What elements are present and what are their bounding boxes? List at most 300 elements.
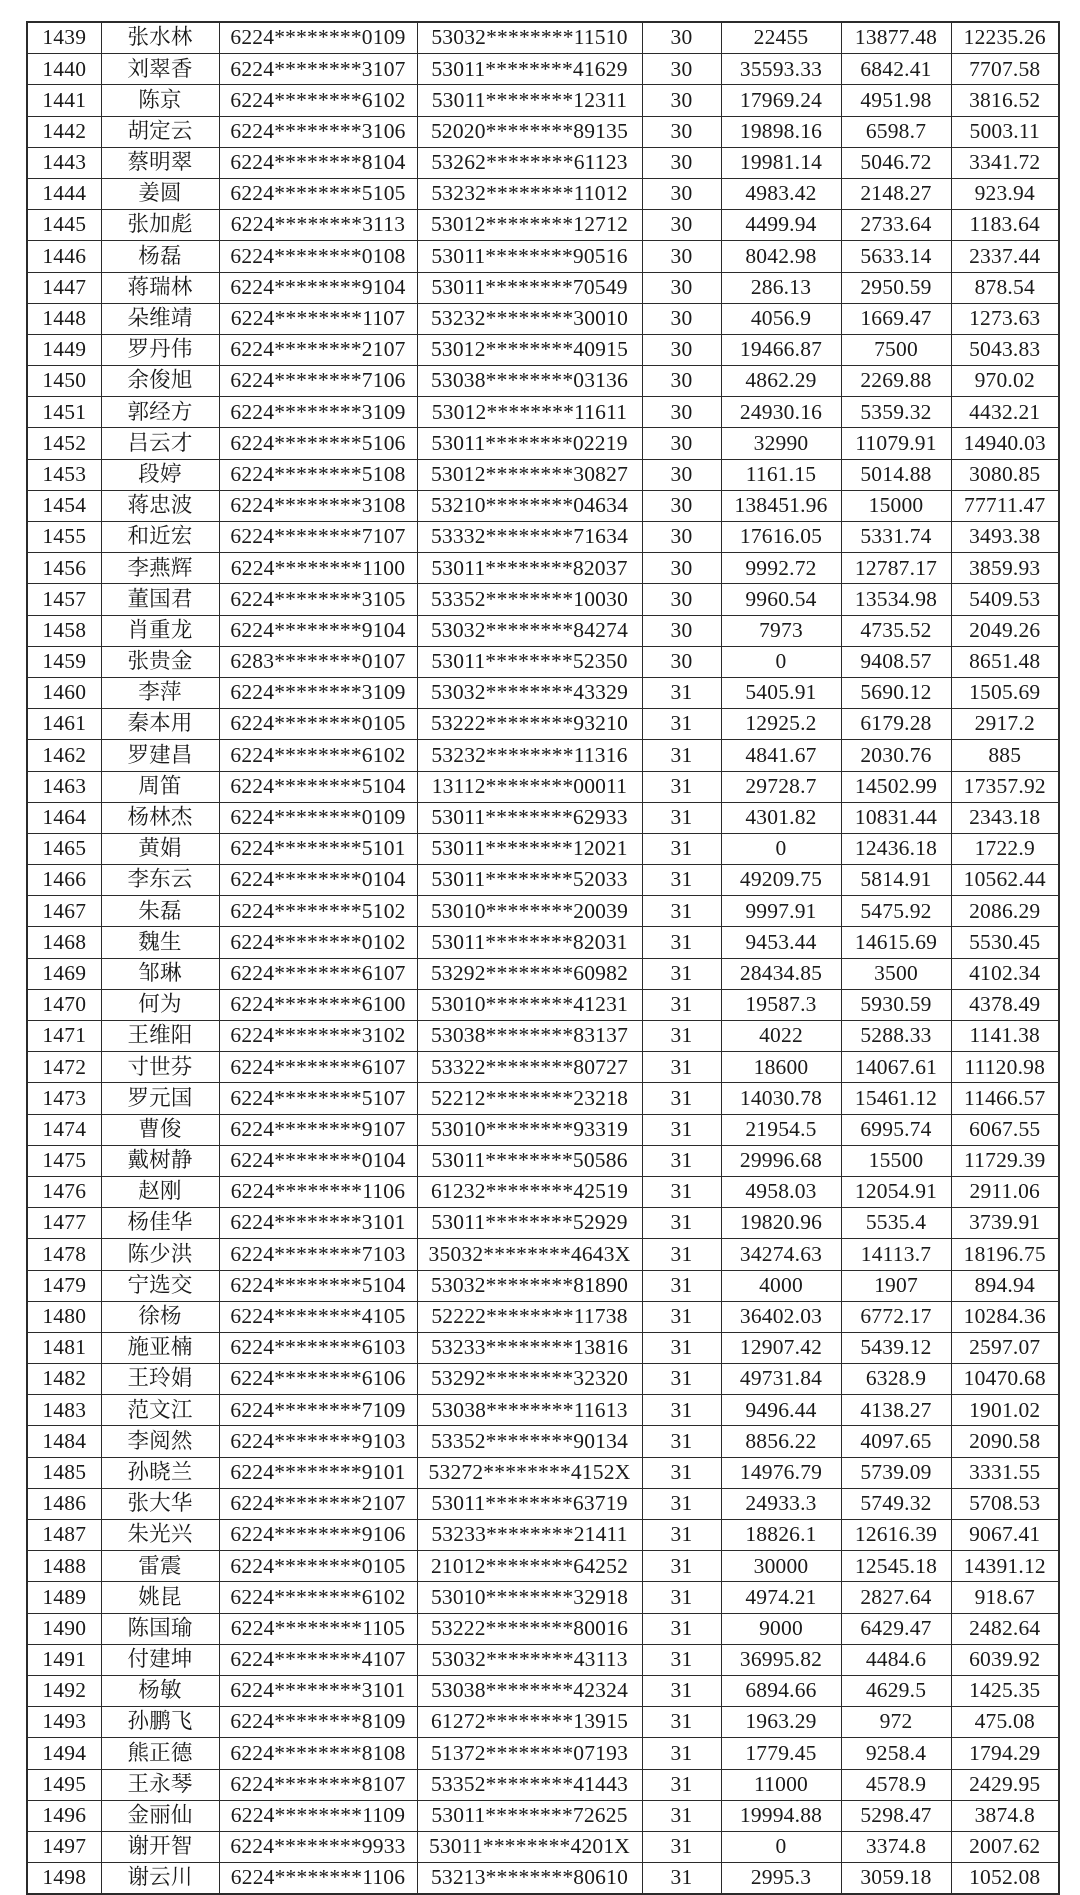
sequence-number: 1479 bbox=[27, 1270, 101, 1301]
amount-2: 5439.12 bbox=[841, 1332, 951, 1363]
sequence-number: 1478 bbox=[27, 1239, 101, 1270]
sequence-number: 1472 bbox=[27, 1052, 101, 1083]
batch-number: 31 bbox=[642, 1145, 721, 1176]
batch-number: 31 bbox=[642, 1364, 721, 1395]
amount-1: 49209.75 bbox=[721, 865, 841, 896]
amount-2: 5475.92 bbox=[841, 896, 951, 927]
amount-1: 36402.03 bbox=[721, 1301, 841, 1332]
person-name: 朱光兴 bbox=[101, 1520, 219, 1551]
amount-3: 8651.48 bbox=[951, 646, 1059, 677]
batch-number: 31 bbox=[642, 1831, 721, 1862]
id-card-number: 51372********07193 bbox=[417, 1738, 642, 1769]
sequence-number: 1497 bbox=[27, 1831, 101, 1862]
amount-3: 10470.68 bbox=[951, 1364, 1059, 1395]
bank-card-number: 6224********3107 bbox=[219, 54, 417, 85]
id-card-number: 53011********82031 bbox=[417, 927, 642, 958]
bank-card-number: 6224********8109 bbox=[219, 1707, 417, 1738]
bank-card-number: 6224********5108 bbox=[219, 459, 417, 490]
table-row bbox=[27, 241, 1059, 272]
amount-3: 970.02 bbox=[951, 366, 1059, 397]
person-name: 杨敏 bbox=[101, 1675, 219, 1706]
bank-card-number: 6224********0102 bbox=[219, 927, 417, 958]
bank-card-number: 6224********0108 bbox=[219, 241, 417, 272]
amount-3: 17357.92 bbox=[951, 771, 1059, 802]
id-card-number: 53011********41629 bbox=[417, 54, 642, 85]
bank-card-number: 6224********0109 bbox=[219, 22, 417, 54]
person-name: 罗元国 bbox=[101, 1083, 219, 1114]
table-row bbox=[27, 1457, 1059, 1488]
amount-1: 12925.2 bbox=[721, 709, 841, 740]
amount-3: 923.94 bbox=[951, 178, 1059, 209]
sequence-number: 1456 bbox=[27, 553, 101, 584]
amount-3: 1052.08 bbox=[951, 1863, 1059, 1895]
batch-number: 31 bbox=[642, 1738, 721, 1769]
amount-1: 29728.7 bbox=[721, 771, 841, 802]
batch-number: 30 bbox=[642, 303, 721, 334]
bank-card-number: 6224********9104 bbox=[219, 615, 417, 646]
person-name: 何为 bbox=[101, 989, 219, 1020]
amount-1: 4983.42 bbox=[721, 178, 841, 209]
id-card-number: 53352********90134 bbox=[417, 1426, 642, 1457]
amount-2: 5535.4 bbox=[841, 1208, 951, 1239]
table-row bbox=[27, 677, 1059, 708]
bank-card-number: 6224********1106 bbox=[219, 1863, 417, 1895]
id-card-number: 53010********20039 bbox=[417, 896, 642, 927]
batch-number: 30 bbox=[642, 584, 721, 615]
amount-1: 0 bbox=[721, 646, 841, 677]
person-name: 朵维靖 bbox=[101, 303, 219, 334]
amount-1: 19820.96 bbox=[721, 1208, 841, 1239]
table-row bbox=[27, 1831, 1059, 1862]
bank-card-number: 6224********3109 bbox=[219, 397, 417, 428]
payment-records-table bbox=[26, 21, 1060, 1895]
bank-card-number: 6283********0107 bbox=[219, 646, 417, 677]
sequence-number: 1487 bbox=[27, 1520, 101, 1551]
bank-card-number: 6224********8108 bbox=[219, 1738, 417, 1769]
amount-3: 10562.44 bbox=[951, 865, 1059, 896]
amount-1: 9992.72 bbox=[721, 553, 841, 584]
id-card-number: 53010********32918 bbox=[417, 1582, 642, 1613]
sequence-number: 1462 bbox=[27, 740, 101, 771]
table-row bbox=[27, 1239, 1059, 1270]
person-name: 杨佳华 bbox=[101, 1208, 219, 1239]
bank-card-number: 6224********5102 bbox=[219, 896, 417, 927]
bank-card-number: 6224********1107 bbox=[219, 303, 417, 334]
amount-3: 3080.85 bbox=[951, 459, 1059, 490]
sequence-number: 1460 bbox=[27, 677, 101, 708]
batch-number: 31 bbox=[642, 1644, 721, 1675]
table-row bbox=[27, 397, 1059, 428]
bank-card-number: 6224********6102 bbox=[219, 85, 417, 116]
person-name: 王永琴 bbox=[101, 1769, 219, 1800]
batch-number: 31 bbox=[642, 989, 721, 1020]
batch-number: 30 bbox=[642, 334, 721, 365]
sequence-number: 1494 bbox=[27, 1738, 101, 1769]
sequence-number: 1468 bbox=[27, 927, 101, 958]
amount-2: 3374.8 bbox=[841, 1831, 951, 1862]
sequence-number: 1490 bbox=[27, 1613, 101, 1644]
amount-2: 5814.91 bbox=[841, 865, 951, 896]
id-card-number: 35032********4643X bbox=[417, 1239, 642, 1270]
person-name: 李东云 bbox=[101, 865, 219, 896]
bank-card-number: 6224********7107 bbox=[219, 522, 417, 553]
amount-1: 6894.66 bbox=[721, 1675, 841, 1706]
person-name: 段婷 bbox=[101, 459, 219, 490]
table-row bbox=[27, 1208, 1059, 1239]
batch-number: 31 bbox=[642, 677, 721, 708]
amount-2: 4735.52 bbox=[841, 615, 951, 646]
table-row bbox=[27, 1488, 1059, 1519]
person-name: 熊正德 bbox=[101, 1738, 219, 1769]
sequence-number: 1443 bbox=[27, 147, 101, 178]
id-card-number: 53011********62933 bbox=[417, 802, 642, 833]
person-name: 付建坤 bbox=[101, 1644, 219, 1675]
bank-card-number: 6224********3108 bbox=[219, 490, 417, 521]
amount-3: 3739.91 bbox=[951, 1208, 1059, 1239]
amount-1: 7973 bbox=[721, 615, 841, 646]
bank-card-number: 6224********3106 bbox=[219, 116, 417, 147]
amount-1: 35593.33 bbox=[721, 54, 841, 85]
amount-1: 19994.88 bbox=[721, 1800, 841, 1831]
id-card-number: 53011********4201X bbox=[417, 1831, 642, 1862]
amount-1: 8042.98 bbox=[721, 241, 841, 272]
table-row bbox=[27, 116, 1059, 147]
id-card-number: 53232********11012 bbox=[417, 178, 642, 209]
table-row bbox=[27, 833, 1059, 864]
person-name: 肖重龙 bbox=[101, 615, 219, 646]
batch-number: 31 bbox=[642, 1083, 721, 1114]
id-card-number: 53032********11510 bbox=[417, 22, 642, 54]
batch-number: 31 bbox=[642, 1707, 721, 1738]
amount-2: 14615.69 bbox=[841, 927, 951, 958]
sequence-number: 1464 bbox=[27, 802, 101, 833]
table-row bbox=[27, 1052, 1059, 1083]
bank-card-number: 6224********3109 bbox=[219, 677, 417, 708]
bank-card-number: 6224********6106 bbox=[219, 1364, 417, 1395]
person-name: 施亚楠 bbox=[101, 1332, 219, 1363]
table-row bbox=[27, 1332, 1059, 1363]
person-name: 张加彪 bbox=[101, 210, 219, 241]
batch-number: 31 bbox=[642, 802, 721, 833]
amount-3: 2911.06 bbox=[951, 1176, 1059, 1207]
batch-number: 31 bbox=[642, 896, 721, 927]
amount-2: 5298.47 bbox=[841, 1800, 951, 1831]
table-row bbox=[27, 646, 1059, 677]
person-name: 宁选交 bbox=[101, 1270, 219, 1301]
amount-1: 28434.85 bbox=[721, 958, 841, 989]
sequence-number: 1452 bbox=[27, 428, 101, 459]
id-card-number: 53038********03136 bbox=[417, 366, 642, 397]
batch-number: 30 bbox=[642, 147, 721, 178]
amount-1: 21954.5 bbox=[721, 1114, 841, 1145]
amount-2: 972 bbox=[841, 1707, 951, 1738]
amount-1: 0 bbox=[721, 1831, 841, 1862]
table-row bbox=[27, 303, 1059, 334]
bank-card-number: 6224********3101 bbox=[219, 1208, 417, 1239]
amount-2: 2950.59 bbox=[841, 272, 951, 303]
amount-2: 15500 bbox=[841, 1145, 951, 1176]
amount-3: 6039.92 bbox=[951, 1644, 1059, 1675]
amount-1: 138451.96 bbox=[721, 490, 841, 521]
table-row bbox=[27, 1551, 1059, 1582]
table-row bbox=[27, 1301, 1059, 1332]
batch-number: 31 bbox=[642, 740, 721, 771]
bank-card-number: 6224********6107 bbox=[219, 958, 417, 989]
sequence-number: 1446 bbox=[27, 241, 101, 272]
batch-number: 31 bbox=[642, 1488, 721, 1519]
id-card-number: 53010********41231 bbox=[417, 989, 642, 1020]
person-name: 罗丹伟 bbox=[101, 334, 219, 365]
sequence-number: 1477 bbox=[27, 1208, 101, 1239]
person-name: 和近宏 bbox=[101, 522, 219, 553]
table-row bbox=[27, 54, 1059, 85]
amount-3: 5043.83 bbox=[951, 334, 1059, 365]
amount-1: 9000 bbox=[721, 1613, 841, 1644]
amount-2: 12616.39 bbox=[841, 1520, 951, 1551]
sequence-number: 1447 bbox=[27, 272, 101, 303]
amount-3: 11466.57 bbox=[951, 1083, 1059, 1114]
bank-card-number: 6224********5104 bbox=[219, 771, 417, 802]
id-card-number: 53213********80610 bbox=[417, 1863, 642, 1895]
amount-1: 4958.03 bbox=[721, 1176, 841, 1207]
person-name: 杨磊 bbox=[101, 241, 219, 272]
id-card-number: 53232********30010 bbox=[417, 303, 642, 334]
bank-card-number: 6224********0105 bbox=[219, 1551, 417, 1582]
bank-card-number: 6224********9103 bbox=[219, 1426, 417, 1457]
sequence-number: 1444 bbox=[27, 178, 101, 209]
batch-number: 30 bbox=[642, 210, 721, 241]
id-card-number: 53012********11611 bbox=[417, 397, 642, 428]
table-row bbox=[27, 1114, 1059, 1145]
batch-number: 31 bbox=[642, 1270, 721, 1301]
batch-number: 30 bbox=[642, 646, 721, 677]
bank-card-number: 6224********6100 bbox=[219, 989, 417, 1020]
person-name: 胡定云 bbox=[101, 116, 219, 147]
batch-number: 31 bbox=[642, 1332, 721, 1363]
person-name: 张贵金 bbox=[101, 646, 219, 677]
table-row bbox=[27, 1582, 1059, 1613]
amount-2: 13877.48 bbox=[841, 22, 951, 54]
bank-card-number: 6224********5104 bbox=[219, 1270, 417, 1301]
sequence-number: 1449 bbox=[27, 334, 101, 365]
id-card-number: 53232********11316 bbox=[417, 740, 642, 771]
table-row bbox=[27, 1364, 1059, 1395]
id-card-number: 53011********63719 bbox=[417, 1488, 642, 1519]
amount-1: 11000 bbox=[721, 1769, 841, 1800]
amount-1: 4000 bbox=[721, 1270, 841, 1301]
bank-card-number: 6224********2107 bbox=[219, 334, 417, 365]
batch-number: 30 bbox=[642, 615, 721, 646]
amount-3: 3493.38 bbox=[951, 522, 1059, 553]
sequence-number: 1453 bbox=[27, 459, 101, 490]
amount-2: 12436.18 bbox=[841, 833, 951, 864]
batch-number: 31 bbox=[642, 1520, 721, 1551]
table-row bbox=[27, 1644, 1059, 1675]
batch-number: 31 bbox=[642, 1613, 721, 1644]
sequence-number: 1495 bbox=[27, 1769, 101, 1800]
amount-3: 6067.55 bbox=[951, 1114, 1059, 1145]
person-name: 余俊旭 bbox=[101, 366, 219, 397]
amount-2: 2827.64 bbox=[841, 1582, 951, 1613]
batch-number: 31 bbox=[642, 1551, 721, 1582]
amount-3: 5003.11 bbox=[951, 116, 1059, 147]
person-name: 陈少洪 bbox=[101, 1239, 219, 1270]
person-name: 孙鹏飞 bbox=[101, 1707, 219, 1738]
bank-card-number: 6224********1105 bbox=[219, 1613, 417, 1644]
person-name: 杨林杰 bbox=[101, 802, 219, 833]
amount-3: 10284.36 bbox=[951, 1301, 1059, 1332]
sequence-number: 1496 bbox=[27, 1800, 101, 1831]
batch-number: 30 bbox=[642, 116, 721, 147]
id-card-number: 53272********4152X bbox=[417, 1457, 642, 1488]
amount-2: 3500 bbox=[841, 958, 951, 989]
batch-number: 30 bbox=[642, 397, 721, 428]
amount-1: 36995.82 bbox=[721, 1644, 841, 1675]
batch-number: 30 bbox=[642, 272, 721, 303]
amount-3: 2482.64 bbox=[951, 1613, 1059, 1644]
amount-1: 4974.21 bbox=[721, 1582, 841, 1613]
amount-2: 3059.18 bbox=[841, 1863, 951, 1895]
person-name: 蒋瑞林 bbox=[101, 272, 219, 303]
table-row bbox=[27, 1738, 1059, 1769]
batch-number: 31 bbox=[642, 1052, 721, 1083]
id-card-number: 53012********12712 bbox=[417, 210, 642, 241]
id-card-number: 53292********32320 bbox=[417, 1364, 642, 1395]
sequence-number: 1475 bbox=[27, 1145, 101, 1176]
id-card-number: 53012********40915 bbox=[417, 334, 642, 365]
sequence-number: 1445 bbox=[27, 210, 101, 241]
person-name: 魏生 bbox=[101, 927, 219, 958]
amount-3: 3816.52 bbox=[951, 85, 1059, 116]
sequence-number: 1454 bbox=[27, 490, 101, 521]
batch-number: 31 bbox=[642, 958, 721, 989]
amount-1: 5405.91 bbox=[721, 677, 841, 708]
amount-1: 14976.79 bbox=[721, 1457, 841, 1488]
amount-3: 3859.93 bbox=[951, 553, 1059, 584]
bank-card-number: 6224********1100 bbox=[219, 553, 417, 584]
batch-number: 31 bbox=[642, 1395, 721, 1426]
sequence-number: 1480 bbox=[27, 1301, 101, 1332]
amount-2: 12787.17 bbox=[841, 553, 951, 584]
amount-1: 19898.16 bbox=[721, 116, 841, 147]
id-card-number: 52212********23218 bbox=[417, 1083, 642, 1114]
person-name: 戴树静 bbox=[101, 1145, 219, 1176]
person-name: 陈京 bbox=[101, 85, 219, 116]
amount-1: 286.13 bbox=[721, 272, 841, 303]
person-name: 张大华 bbox=[101, 1488, 219, 1519]
amount-3: 878.54 bbox=[951, 272, 1059, 303]
amount-2: 10831.44 bbox=[841, 802, 951, 833]
amount-3: 894.94 bbox=[951, 1270, 1059, 1301]
amount-1: 19466.87 bbox=[721, 334, 841, 365]
amount-3: 1794.29 bbox=[951, 1738, 1059, 1769]
person-name: 寸世芬 bbox=[101, 1052, 219, 1083]
batch-number: 31 bbox=[642, 1301, 721, 1332]
table-row bbox=[27, 366, 1059, 397]
table-row bbox=[27, 771, 1059, 802]
amount-1: 9496.44 bbox=[721, 1395, 841, 1426]
person-name: 张水林 bbox=[101, 22, 219, 54]
id-card-number: 53262********61123 bbox=[417, 147, 642, 178]
amount-3: 7707.58 bbox=[951, 54, 1059, 85]
amount-3: 77711.47 bbox=[951, 490, 1059, 521]
amount-2: 4578.9 bbox=[841, 1769, 951, 1800]
amount-3: 2007.62 bbox=[951, 1831, 1059, 1862]
id-card-number: 52222********11738 bbox=[417, 1301, 642, 1332]
table-body bbox=[27, 22, 1059, 1894]
sequence-number: 1459 bbox=[27, 646, 101, 677]
amount-2: 5014.88 bbox=[841, 459, 951, 490]
bank-card-number: 6224********3105 bbox=[219, 584, 417, 615]
table-row bbox=[27, 85, 1059, 116]
amount-3: 9067.41 bbox=[951, 1520, 1059, 1551]
id-card-number: 53011********50586 bbox=[417, 1145, 642, 1176]
amount-2: 5288.33 bbox=[841, 1021, 951, 1052]
sequence-number: 1470 bbox=[27, 989, 101, 1020]
amount-2: 2733.64 bbox=[841, 210, 951, 241]
sequence-number: 1463 bbox=[27, 771, 101, 802]
id-card-number: 53038********42324 bbox=[417, 1675, 642, 1706]
id-card-number: 53233********13816 bbox=[417, 1332, 642, 1363]
amount-3: 2343.18 bbox=[951, 802, 1059, 833]
sequence-number: 1442 bbox=[27, 116, 101, 147]
table-row bbox=[27, 1800, 1059, 1831]
id-card-number: 53222********93210 bbox=[417, 709, 642, 740]
sequence-number: 1451 bbox=[27, 397, 101, 428]
amount-2: 9408.57 bbox=[841, 646, 951, 677]
amount-2: 5331.74 bbox=[841, 522, 951, 553]
person-name: 徐杨 bbox=[101, 1301, 219, 1332]
table-row bbox=[27, 1270, 1059, 1301]
amount-1: 0 bbox=[721, 833, 841, 864]
amount-1: 19587.3 bbox=[721, 989, 841, 1020]
table-row bbox=[27, 1426, 1059, 1457]
amount-1: 1161.15 bbox=[721, 459, 841, 490]
amount-3: 2597.07 bbox=[951, 1332, 1059, 1363]
sequence-number: 1473 bbox=[27, 1083, 101, 1114]
amount-3: 3341.72 bbox=[951, 147, 1059, 178]
bank-card-number: 6224********4105 bbox=[219, 1301, 417, 1332]
sequence-number: 1491 bbox=[27, 1644, 101, 1675]
table-row bbox=[27, 1613, 1059, 1644]
batch-number: 31 bbox=[642, 1769, 721, 1800]
person-name: 黄娟 bbox=[101, 833, 219, 864]
table-row bbox=[27, 1395, 1059, 1426]
amount-1: 17969.24 bbox=[721, 85, 841, 116]
batch-number: 31 bbox=[642, 771, 721, 802]
batch-number: 30 bbox=[642, 459, 721, 490]
batch-number: 31 bbox=[642, 833, 721, 864]
amount-1: 17616.05 bbox=[721, 522, 841, 553]
bank-card-number: 6224********9101 bbox=[219, 1457, 417, 1488]
id-card-number: 53322********80727 bbox=[417, 1052, 642, 1083]
table-row bbox=[27, 927, 1059, 958]
id-card-number: 53012********30827 bbox=[417, 459, 642, 490]
amount-1: 18826.1 bbox=[721, 1520, 841, 1551]
amount-2: 5749.32 bbox=[841, 1488, 951, 1519]
bank-card-number: 6224********5105 bbox=[219, 178, 417, 209]
batch-number: 31 bbox=[642, 1457, 721, 1488]
bank-card-number: 6224********0109 bbox=[219, 802, 417, 833]
amount-3: 1273.63 bbox=[951, 303, 1059, 334]
batch-number: 30 bbox=[642, 522, 721, 553]
batch-number: 30 bbox=[642, 22, 721, 54]
person-name: 李萍 bbox=[101, 677, 219, 708]
amount-2: 6598.7 bbox=[841, 116, 951, 147]
bank-card-number: 6224********7109 bbox=[219, 1395, 417, 1426]
bank-card-number: 6224********6107 bbox=[219, 1052, 417, 1083]
table-row bbox=[27, 1863, 1059, 1895]
